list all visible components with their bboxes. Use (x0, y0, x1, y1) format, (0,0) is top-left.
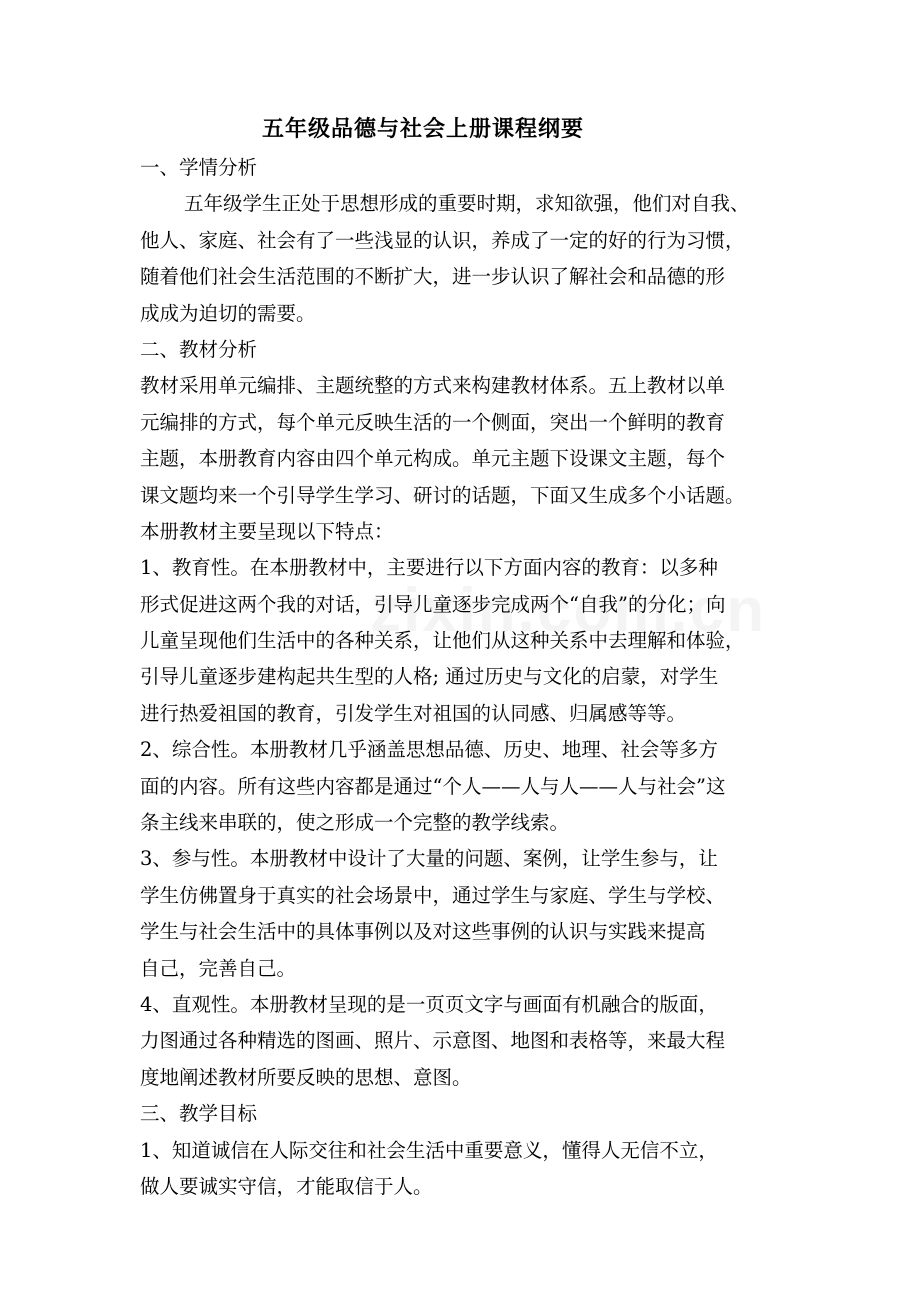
paragraph-line: 教材采用单元编排、主题统整的方式来构建教材体系。五上教材以单 (140, 374, 726, 398)
list-item-line: 1、教育性。在本册教材中，主要进行以下方面内容的教育：以多种 (140, 556, 718, 580)
paragraph-line: 条主线来串联的，使之形成一个完整的教学线索。 (140, 811, 570, 835)
paragraph-line: 形式促进这两个我的对话，引导儿童逐步完成两个“自我”的分化；向 (140, 592, 726, 616)
paragraph-line: 自己，完善自己。 (140, 956, 297, 980)
paragraph-line: 学生仿佛置身于真实的社会场景中，通过学生与家庭、学生与学校、 (140, 883, 726, 907)
paragraph-line: 做人要诚实守信，才能取信于人。 (140, 1174, 433, 1198)
section-heading-2: 二、教材分析 (140, 337, 258, 361)
paragraph-line: 儿童呈现他们生活中的各种关系，让他们从这种关系中去理解和体验， (140, 629, 745, 653)
paragraph-line: 元编排的方式，每个单元反映生活的一个侧面，突出一个鲜明的教育 (140, 410, 726, 434)
paragraph-line: 学生与社会生活中的具体事例以及对这些事例的认识与实践来提高 (140, 920, 706, 944)
section-heading-1: 一、学情分析 (140, 156, 258, 179)
paragraph-line: 进行热爱祖国的教育，引发学生对祖国的认同感、归属感等等。 (140, 701, 687, 725)
paragraph-line: 本册教材主要呈现以下特点： (140, 519, 394, 543)
paragraph-line: 力图通过各种精选的图画、照片、示意图、地图和表格等，来最大程 (140, 1029, 726, 1053)
paragraph-line: 引导儿童逐步建构起共生型的人格; 通过历史与文化的启蒙，对学生 (140, 665, 719, 689)
document-title: 五年级品德与社会上册课程纲要 (261, 117, 584, 142)
paragraph-line: 度地阐述教材所要反映的思想、意图。 (140, 1065, 472, 1089)
document-body (140, 150, 820, 1205)
list-item-line: 1、知道诚信在人际交往和社会生活中重要意义，懂得人无信不立， (140, 1138, 718, 1162)
paragraph-line: 课文题均来一个引导学生学习、研讨的话题，下面又生成多个小话题。 (140, 483, 745, 507)
paragraph-line: 成成为迫切的需要。 (140, 301, 316, 325)
paragraph-line: 主题，本册教育内容由四个单元构成。单元主题下设课文主题，每个 (140, 447, 726, 471)
paragraph-line: 面的内容。所有这些内容都是通过“个人——人与人——人与社会”这 (140, 774, 726, 798)
list-item-line: 3、参与性。本册教材中设计了大量的问题、案例，让学生参与，让 (140, 847, 718, 871)
section-heading-3: 三、教学目标 (140, 1102, 258, 1126)
paragraph-line: 五年级学生正处于思想形成的重要时期，求知欲强，他们对自我、 (184, 192, 750, 216)
list-item-line: 2、综合性。本册教材几乎涵盖思想品德、历史、地理、社会等多方 (140, 738, 718, 762)
list-item-line: 4、直观性。本册教材呈现的是一页页文字与画面有机融合的版面， (140, 992, 718, 1016)
paragraph-line: 他人、家庭、社会有了一些浅显的认识，养成了一定的好的行为习惯， (140, 228, 745, 252)
paragraph-line: 随着他们社会生活范围的不断扩大，进一步认识了解社会和品德的形 (140, 265, 726, 289)
